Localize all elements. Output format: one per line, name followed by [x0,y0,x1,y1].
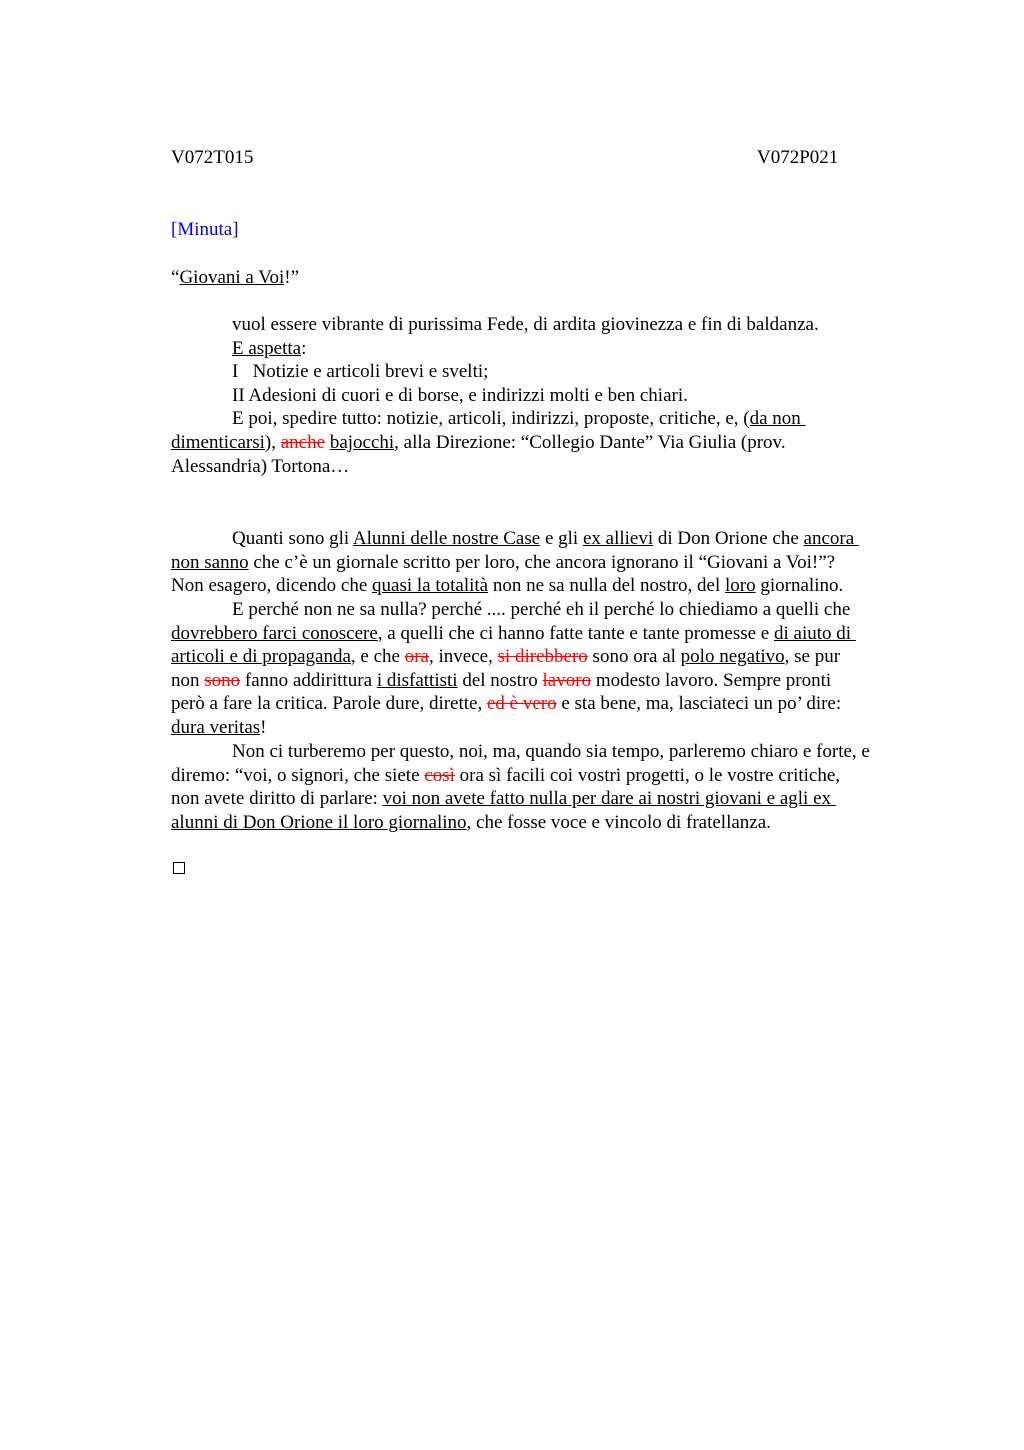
intro-line-1: vuol essere vibrante di purissima Fede, di ardita giovinezza e fin di baldanza. [232,314,819,335]
intro-line-7: Alessandria) Tortona… [171,455,350,477]
p2-line-6: dura veritas! [171,716,267,738]
deleted-word: anche [280,431,326,453]
intro-line-4: II Adesioni di cuori e di borse, e indirizzi molti e ben chiari. [232,384,688,406]
p3-line-1: Non ci turberemo per questo, noi, ma, quando sia tempo, parleremo chiaro e forte, e [232,741,870,762]
minuta-label: [Minuta] [171,219,239,240]
square-outline-icon [173,862,185,874]
paragraph-2 [171,598,946,740]
title-close-quote: !” [284,267,300,288]
intro-line-6: dimenticarsi), anche bajocchi, alla Direzione: “Collegio Dante” Via Giulia (prov. [171,431,786,453]
document-title [171,266,299,290]
p2-line-2: dovrebbero farci conoscere, a quelli che ci hanno fatte tante e tante promesse e di aiuto di [171,622,856,644]
p2-line-5: però a fare la critica. Parole dure, dirette, ed è vero e sta bene, ma, lasciateci un po’ dire: [171,693,842,715]
p3-line-4: alunni di Don Orione il loro giornalino, che fosse voce e vincolo di fratellanza. [171,811,771,833]
intro-paragraph [171,313,946,478]
paragraph-3 [171,740,946,834]
title-open-quote: “ [171,267,180,288]
intro-line-2: E aspetta: [232,337,307,359]
intro-line-5: E poi, spedire tutto: notizie, articoli, indirizzi, proposte, critiche, e, (da non [232,408,806,430]
p2-line-3: articoli e di propaganda, e che ora, invece, si direbbero sono ora al polo negativo, se pur [171,646,841,668]
p1-line-3: Non esagero, dicendo che quasi la totalità non ne sa nulla del nostro, del loro giornalino. [171,575,844,597]
paragraph-1 [171,527,946,598]
header-right-code: V072P021 [757,147,839,168]
p3-line-2: diremo: “voi, o signori, che siete così ora sì facili coi vostri progetti, o le vostre critiche, [171,764,841,786]
p3-line-3: non avete diritto di parlare: voi non avete fatto nulla per dare ai nostri giovani e agli ex [171,788,836,810]
title-text: Giovani a Voi [179,267,285,288]
p1-line-2: non sanno che c’è un giornale scritto per loro, che ancora ignorano il “Giovani a Voi!”? [171,551,836,573]
p1-line-1: Quanti sono gli Alunni delle nostre Case e gli ex allievi di Don Orione che ancora [232,528,859,549]
header-left-code: V072T015 [171,147,254,168]
p2-line-4: non sono fanno addirittura i disfattisti del nostro lavoro modesto lavoro. Sempre pronti [171,669,832,691]
p2-line-1: E perché non ne sa nulla? perché .... perché eh il perché lo chiediamo a quelli che [232,599,851,620]
intro-line-3: I Notizie e articoli brevi e svelti; [232,361,489,383]
